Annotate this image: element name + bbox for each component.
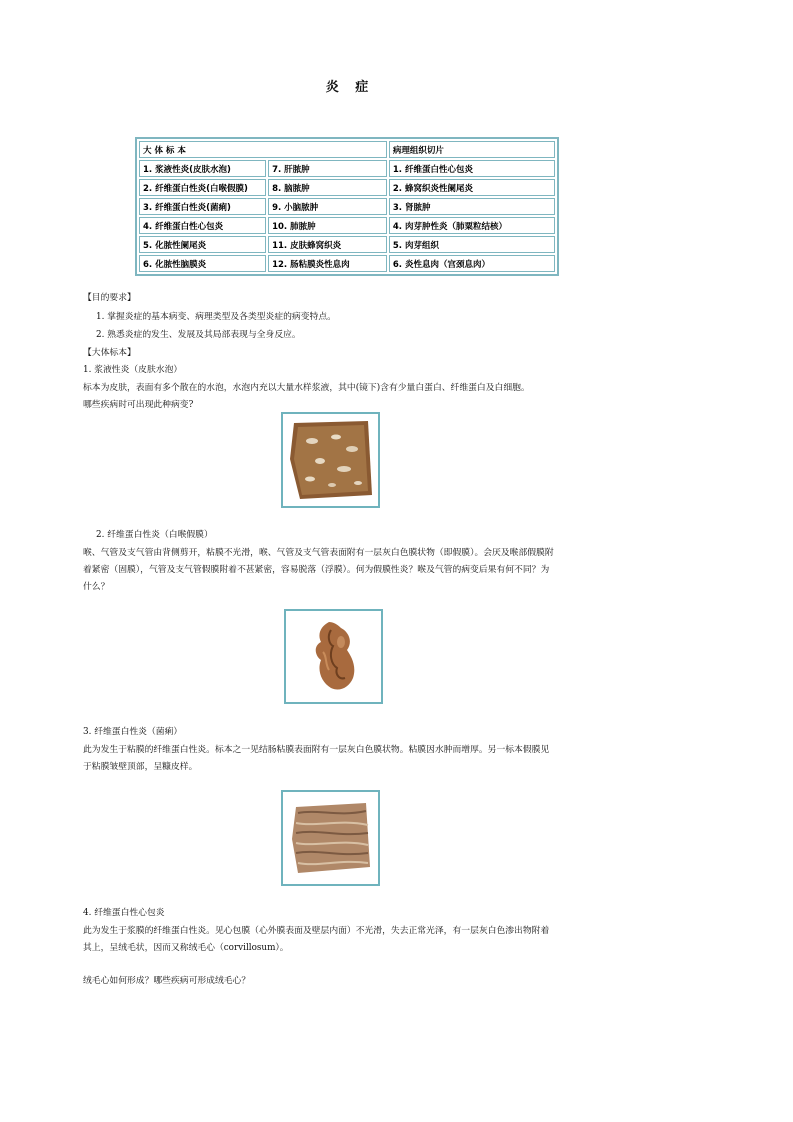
table-row — [139, 236, 555, 253]
gross-heading: 【大体标本】 — [83, 348, 136, 358]
specimen-text-line: 着紧密（固膜），气管及支气管假膜附着不甚紧密，容易脱落（浮膜）。何为假膜性炎？喉及气管的病变后果有何不同？为 — [83, 565, 550, 575]
table-cell: 3. 纤维蛋白性炎(菌痢) — [139, 198, 266, 215]
table-row — [139, 179, 555, 196]
objectives-heading: 【目的要求】 — [83, 293, 136, 303]
objective-item: 2. 熟悉炎症的发生、发展及其局部表现与全身反应。 — [96, 330, 301, 340]
specimen-image-skin-blister — [281, 412, 380, 508]
table-cell: 4. 纤维蛋白性心包炎 — [139, 217, 266, 234]
table-cell: 2. 纤维蛋白性炎(白喉假膜) — [139, 179, 266, 196]
table-row — [139, 160, 555, 177]
specimen-title: 1. 浆液性炎（皮肤水泡） — [83, 365, 183, 375]
table-cell: 6. 炎性息肉（宫颈息肉） — [389, 255, 555, 272]
specimen-title: 3. 纤维蛋白性炎（菌痢） — [83, 727, 183, 737]
table-row — [139, 198, 555, 215]
table-cell: 1. 纤维蛋白性心包炎 — [389, 160, 555, 177]
table-cell: 12. 肠粘膜炎性息肉 — [268, 255, 387, 272]
table-cell: 7. 肝脓肿 — [268, 160, 387, 177]
table-header-row — [139, 141, 555, 158]
specimen-text-line: 此为发生于粘膜的纤维蛋白性炎。标本之一见结肠粘膜表面附有一层灰白色膜状物。粘膜因水肿而增厚。另一标本假膜见 — [83, 745, 550, 755]
diphtheria-larynx-photo — [291, 616, 376, 697]
table-row — [139, 217, 555, 234]
table-cell: 1. 浆液性炎(皮肤水泡) — [139, 160, 266, 177]
table-cell: 5. 化脓性阑尾炎 — [139, 236, 266, 253]
specimen-title: 4. 纤维蛋白性心包炎 — [83, 908, 165, 918]
specimen-text-line: 其上，呈绒毛状，因而又称绒毛心（corvillosum）。 — [83, 943, 289, 953]
specimen-text-line: 喉、气管及支气管由背侧剪开，粘膜不光滑，喉、气管及支气管表面附有一层灰白色膜状物（即假膜）。会厌及喉部假膜附 — [83, 548, 554, 558]
table-cell: 8. 脑脓肿 — [268, 179, 387, 196]
table-cell: 2. 蜂窝织炎性阑尾炎 — [389, 179, 555, 196]
specimen-text-line: 此为发生于浆膜的纤维蛋白性炎。见心包膜（心外膜表面及壁层内面）不光滑，失去正常光泽，有一层灰白色渗出物附着 — [83, 926, 550, 936]
skin-blister-photo — [288, 419, 373, 501]
specimen-text-line: 于粘膜皱壁顶部，呈糠皮样。 — [83, 762, 198, 772]
table-cell: 5. 肉芽组织 — [389, 236, 555, 253]
objective-item: 1. 掌握炎症的基本病变、病理类型及各类型炎症的病变特点。 — [96, 312, 336, 322]
specimen-image-diphtheria — [284, 609, 383, 704]
table-header-gross: 大 体 标 本 — [139, 141, 387, 158]
table-header-slides: 病理组织切片 — [389, 141, 555, 158]
specimen-table — [135, 137, 559, 276]
specimen-text-line: 什么？ — [83, 582, 110, 592]
table-cell: 11. 皮肤蜂窝织炎 — [268, 236, 387, 253]
closing-question: 绒毛心如何形成？哪些疾病可形成绒毛心？ — [83, 976, 251, 986]
dysentery-colon-photo — [288, 797, 373, 879]
page-title: 炎 症 — [325, 80, 375, 95]
specimen-text-line: 哪些疾病时可出现此种病变? — [83, 400, 194, 410]
table-cell: 6. 化脓性脑膜炎 — [139, 255, 266, 272]
table-cell: 4. 肉芽肿性炎（肺粟粒结核） — [389, 217, 555, 234]
specimen-text-line: 标本为皮肤，表面有多个散在的水泡，水泡内充以大量水样浆液，其中(镜下)含有少量白蛋白、纤维蛋白及白细胞。 — [83, 383, 530, 393]
specimen-title: 2. 纤维蛋白性炎（白喉假膜） — [96, 530, 213, 540]
table-cell: 9. 小脑脓肿 — [268, 198, 387, 215]
table-cell: 10. 肺脓肿 — [268, 217, 387, 234]
specimen-image-dysentery — [281, 790, 380, 886]
table-cell: 3. 肾脓肿 — [389, 198, 555, 215]
table-row — [139, 255, 555, 272]
